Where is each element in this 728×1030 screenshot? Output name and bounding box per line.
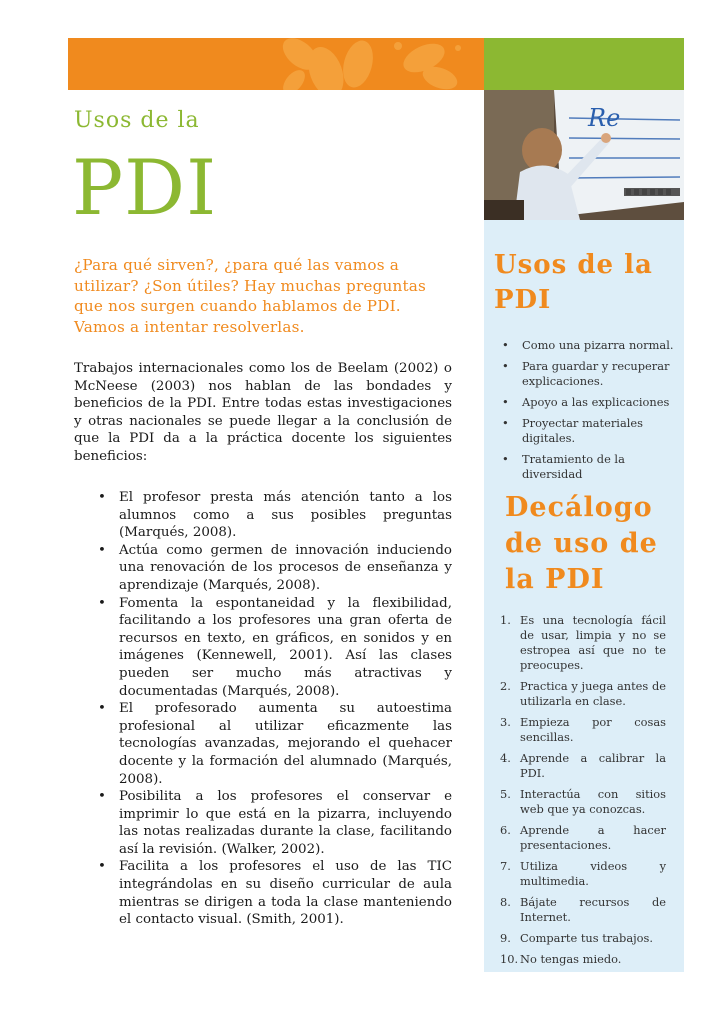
bullet-icon: •	[502, 338, 509, 352]
list-item: 2. Practica y juega antes de utilizarla en clase.	[500, 679, 666, 708]
intro-text: ¿Para qué sirven?, ¿para qué las vamos a utilizar? ¿Son útiles? Hay muchas preguntas que nos surgen cuando hablamos de PDI. Vamos a intentar resolverlas.	[74, 256, 427, 336]
title-small: Usos de la	[74, 108, 200, 133]
list-item: • Apoyo a las explicaciones	[502, 395, 670, 409]
bullet-icon: •	[502, 359, 509, 373]
list-item: • Tratamiento de la diversidad	[502, 452, 625, 481]
list-item: • Posibilita a los profesores el conservar e imprimir lo que está en la pizarra, incluyendo las notas realizadas durante la clase, facilitando así la revisión. (Walker, 2002).	[98, 789, 452, 857]
list-item: • Proyectar materiales digitales.	[502, 416, 643, 445]
list-item: • Fomenta la espontaneidad y la flexibilidad, facilitando a los profesores una gran oferta de recursos en texto, en gráficos, en sonidos y en imágenes (Kennewell, 2001). Así las clases pueden ser mucho más atractivas y documentadas (Marqués, 2008).	[98, 595, 452, 699]
list-item: • El profesorado aumenta su autoestima profesional al utilizar eficazmente las tecnologías avanzadas, mejorando el quehacer docente y la formación del alumnado (Marqués, 2008).	[98, 701, 452, 787]
list-item: • Para guardar y recuperar explicaciones.	[502, 359, 670, 388]
list-item: 9. Comparte tus trabajos.	[500, 931, 653, 945]
bullet-icon: •	[98, 542, 106, 558]
page-title: PDI	[72, 143, 218, 232]
classroom-photo	[484, 90, 684, 220]
list-item: 10. No tengas miedo.	[500, 952, 622, 966]
list-item: 7. Utiliza videos y multimedia.	[500, 859, 666, 888]
bullet-icon: •	[98, 490, 106, 505]
bullet-icon: •	[98, 859, 106, 875]
header-band	[68, 38, 484, 90]
bullet-icon: •	[98, 595, 106, 611]
decalogue-list	[500, 613, 666, 973]
list-item: • El profesor presta más atención tanto a los alumnos como a sus posibles preguntas (Marqués, 2008).	[98, 490, 452, 541]
body-paragraph: Trabajos internacionales como los de Beelam (2002) o McNeese (2003) nos hablan de las bondades y beneficios de la PDI. Entre todas estas investigaciones y otras nacionales se puede llegar a la conclusión de que la PDI da a la práctica docente los siguientes beneficios:	[74, 361, 452, 464]
list-item: 3. Empieza por cosas sencillas.	[500, 715, 666, 744]
list-item: 5. Interactúa con sitios web que ya conozcas.	[500, 787, 666, 816]
bullet-icon: •	[502, 395, 509, 409]
uses-title: Usos de la PDI	[494, 250, 653, 315]
flower-icon	[68, 38, 484, 90]
list-item: 8. Bájate recursos de Internet.	[500, 895, 666, 924]
benefits-list	[96, 489, 452, 929]
uses-list	[500, 338, 676, 488]
decalogue-title: Decálogo de uso de la PDI	[505, 492, 658, 595]
green-band	[484, 38, 684, 90]
bullet-icon: •	[98, 701, 106, 717]
bullet-icon: •	[502, 416, 509, 430]
list-item: • Actúa como germen de innovación induciendo una renovación de los procesos de enseñanza y aprendizaje (Marqués, 2008).	[98, 542, 452, 593]
list-item: 6. Aprende a hacer presentaciones.	[500, 823, 666, 852]
list-item: • Como una pizarra normal.	[502, 338, 674, 352]
list-item: 1. Es una tecnología fácil de usar, limpia y no se estropea así que no te preocupes.	[500, 613, 666, 672]
list-item: 4. Aprende a calibrar la PDI.	[500, 751, 666, 780]
bullet-icon: •	[98, 789, 106, 805]
board-letter: Re	[588, 104, 621, 132]
bullet-icon: •	[502, 452, 509, 466]
list-item: • Facilita a los profesores el uso de las TIC integrándolas en su diseño curricular de aula mientras se dirigen a toda la clase manteniendo el contacto visual. (Smith, 2001).	[98, 859, 452, 928]
